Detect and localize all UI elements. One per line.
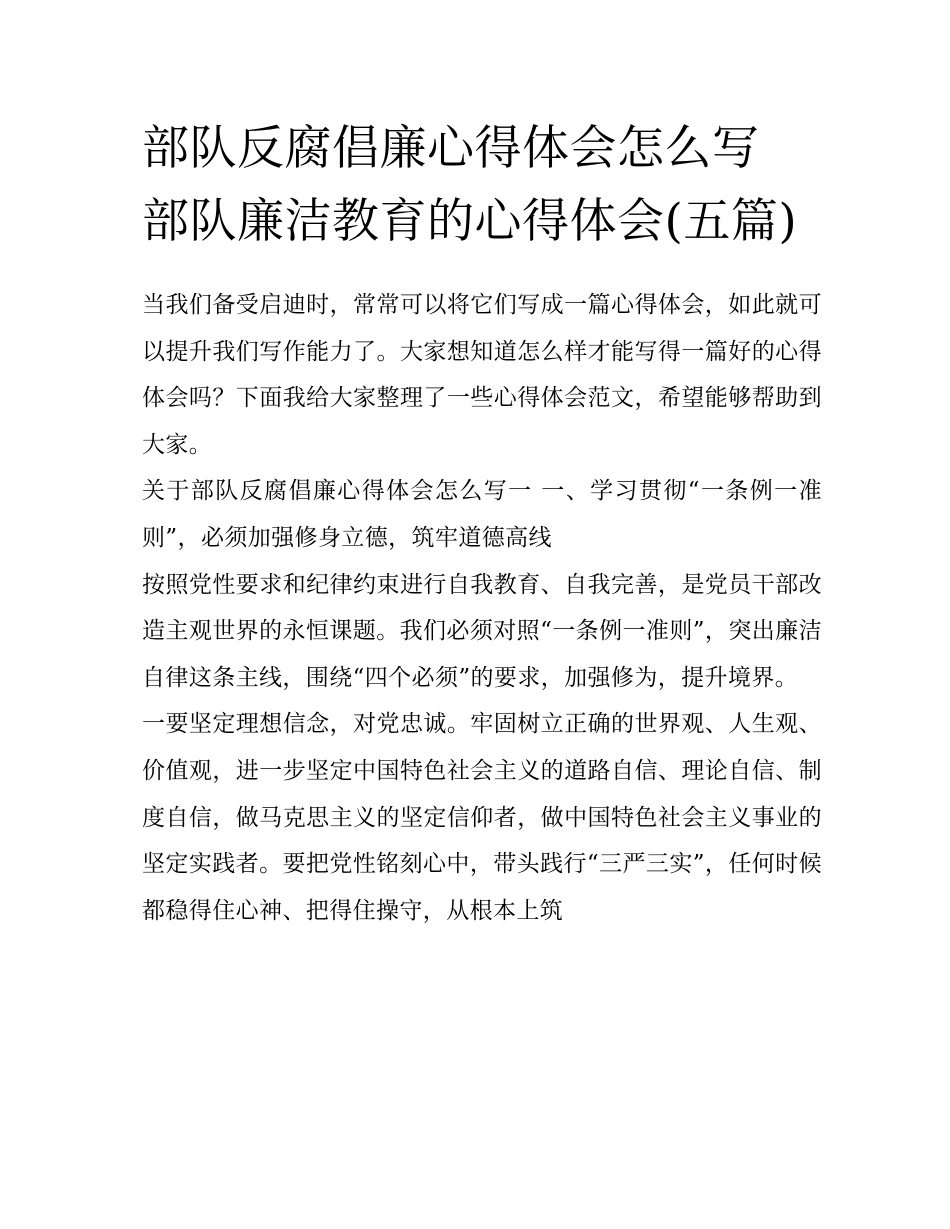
document-page xyxy=(142,112,822,934)
body-paragraph: 关于部队反腐倡廉心得体会怎么写一 一、学习贯彻“一条例一准则”，必须加强修身立德，筑牢道德高线 xyxy=(142,478,822,551)
document-title: 部队反腐倡廉心得体会怎么写 部队廉洁教育的心得体会(五篇) xyxy=(142,121,798,249)
body-paragraph: 当我们备受启迪时，常常可以将它们写成一篇心得体会，如此就可以提升我们写作能力了。大家想知道怎么样才能写得一篇好的心得体会吗？下面我给大家整理了一些心得体会范文，希望能够帮助到大家。 xyxy=(142,292,822,458)
document-body xyxy=(142,282,822,934)
body-paragraph: 按照党性要求和纪律约束进行自我教育、自我完善，是党员干部改造主观世界的永恒课题。我们必须对照“一条例一准则”，突出廉洁自律这条主线，围绕“四个必须”的要求，加强修为，提升境界。 xyxy=(142,571,822,691)
body-paragraph: 一要坚定理想信念，对党忠诚。牢固树立正确的世界观、人生观、价值观，进一步坚定中国特色社会主义的道路自信、理论自信、制度自信，做马克思主义的坚定信仰者，做中国特色社会主义事业的坚定实践者。要把党性铭刻心中，带头践行“三严三实”，任何时候都稳得住心神、把得住操守，从根本上筑 xyxy=(142,711,822,924)
